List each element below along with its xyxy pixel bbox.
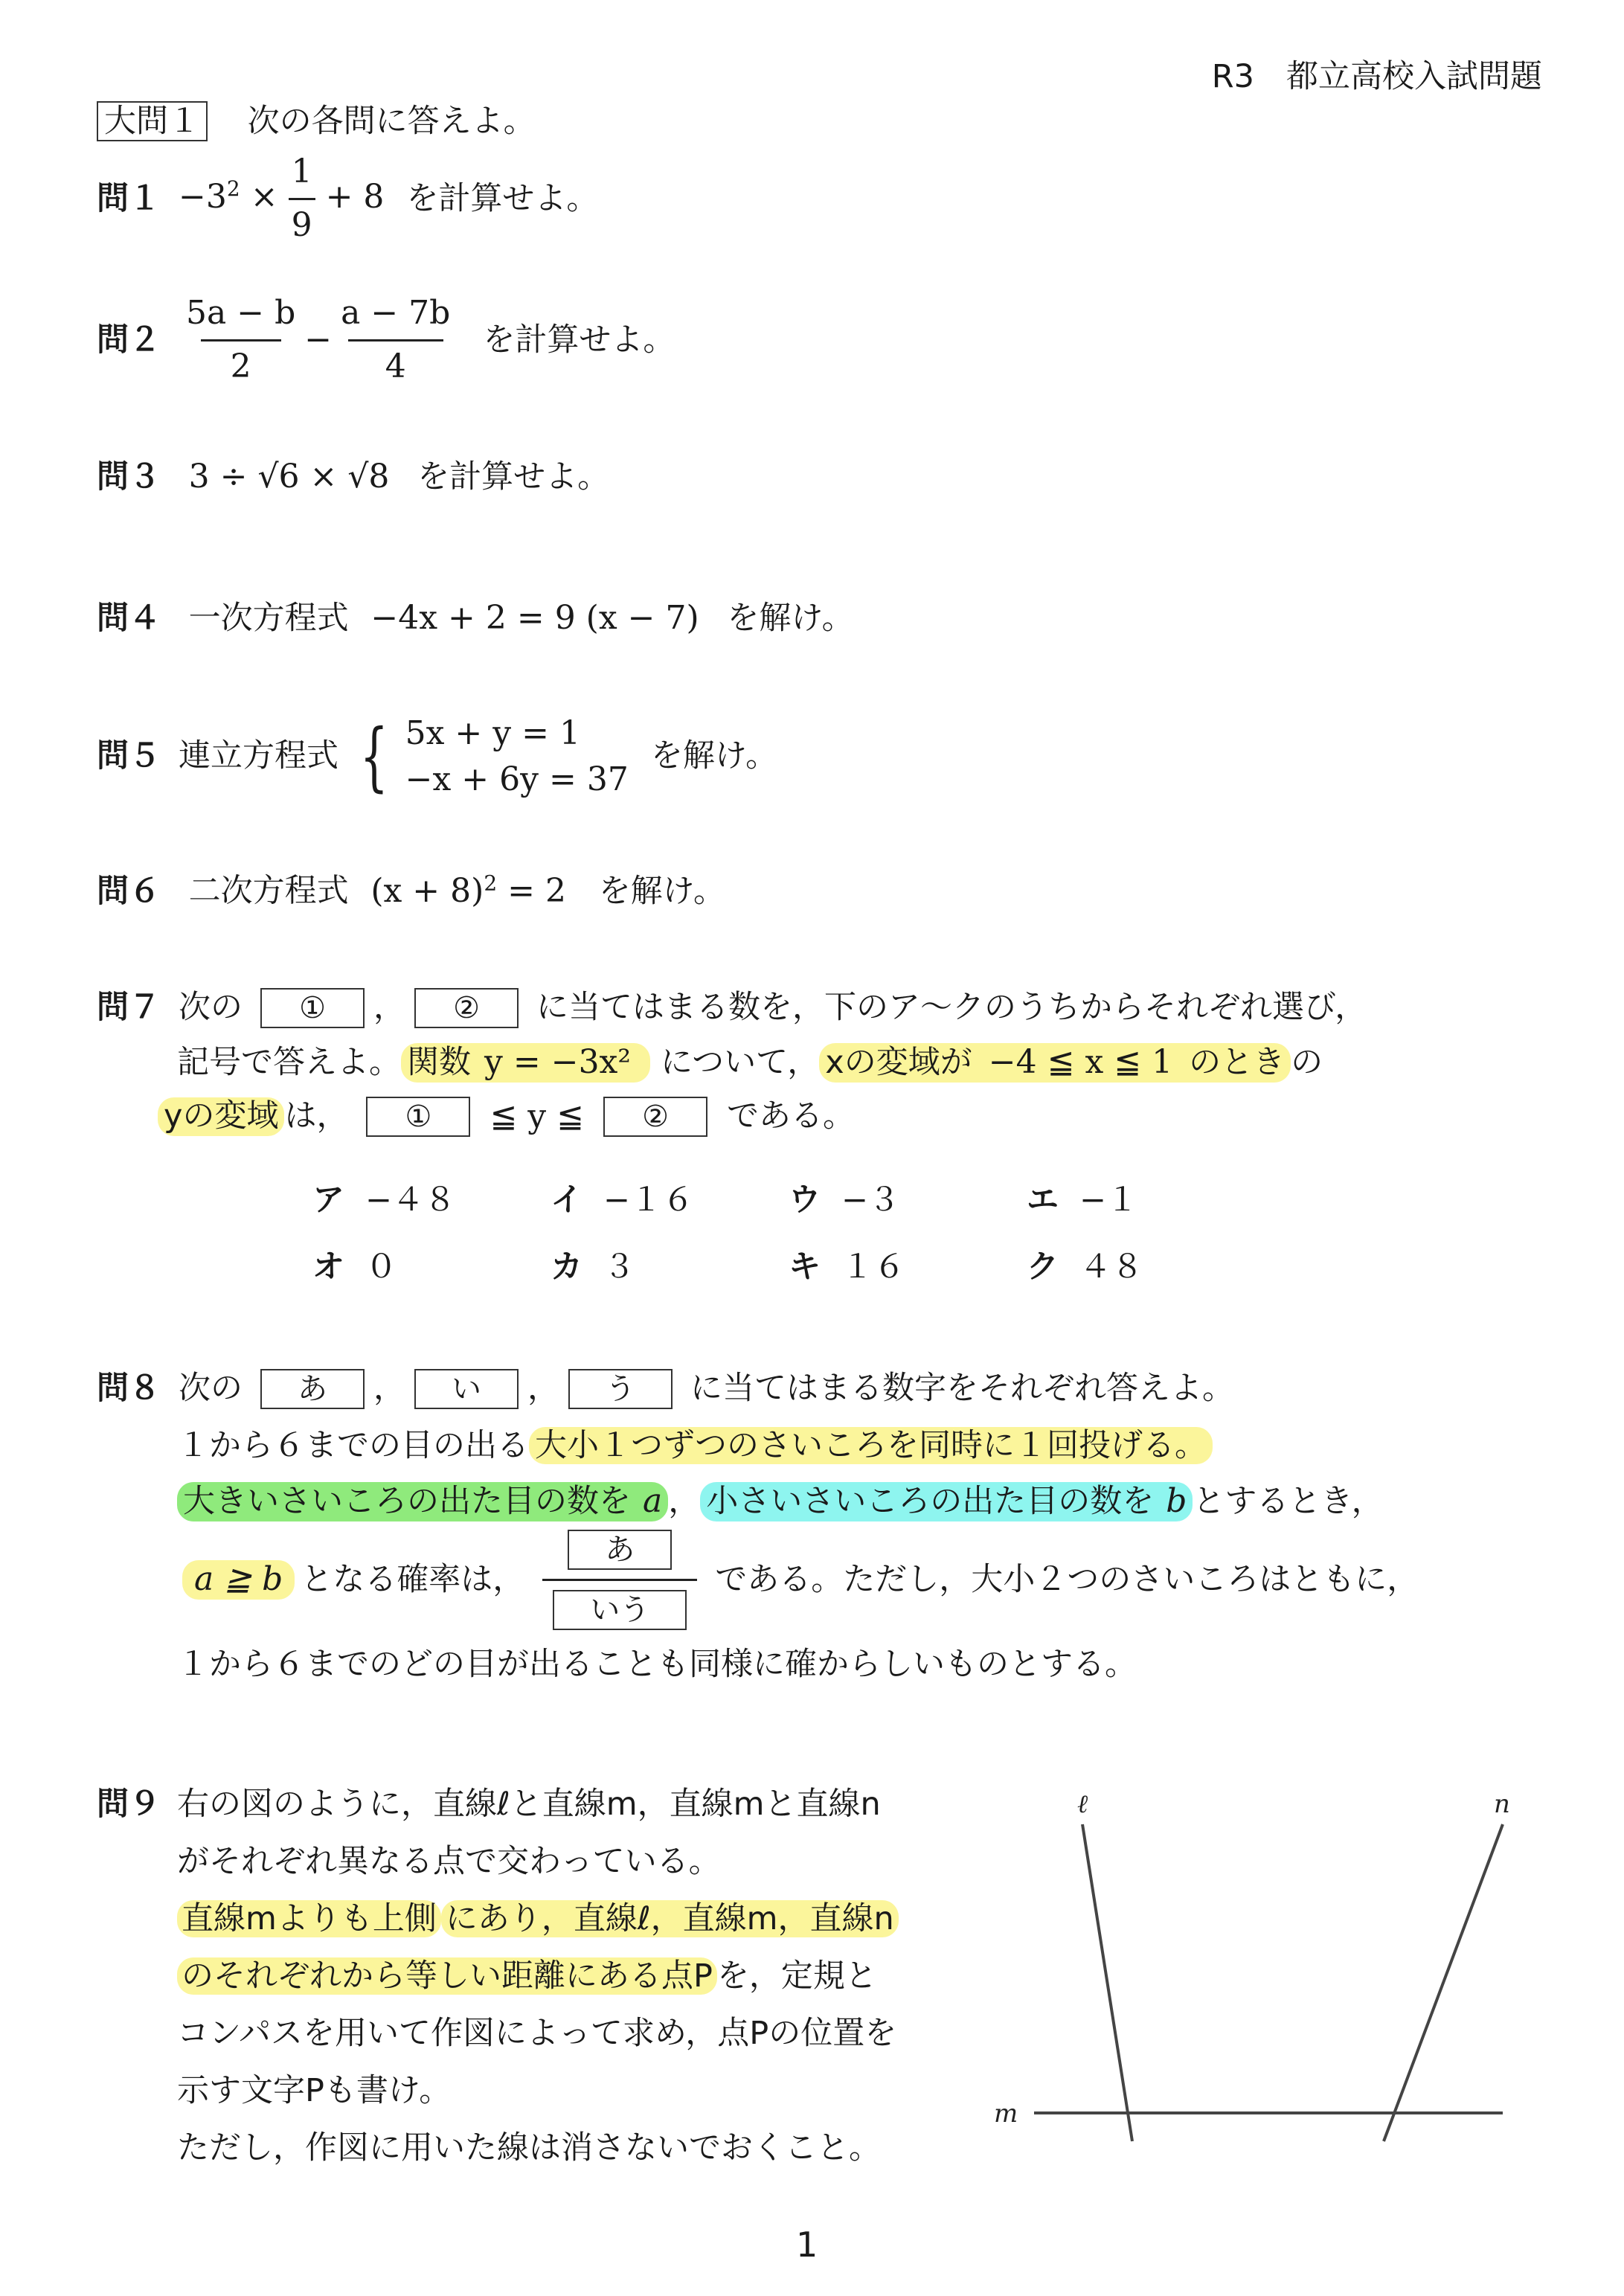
- q9-text: を，定規と: [716, 1957, 877, 1995]
- q5-system: [405, 711, 629, 803]
- q7-l1-a: 次の: [179, 989, 243, 1027]
- q2-fraction-1: [183, 294, 298, 387]
- choice-key: イ: [551, 1181, 582, 1219]
- q7-box-2: ②: [414, 988, 519, 1028]
- section-header: [97, 103, 536, 141]
- choice-key: カ: [551, 1248, 582, 1286]
- section-instruction: 次の各問に答えよ。: [247, 103, 536, 140]
- q7-line-2: [177, 1043, 1323, 1083]
- q7-box-1: ①: [260, 988, 365, 1028]
- q8-condition: a ≧ b: [182, 1560, 295, 1600]
- q8-l1-a: 次の: [179, 1370, 243, 1408]
- q7-l1-b: に当てはまる数を，下のア〜クのうちからそれぞれ選び，: [536, 989, 1367, 1027]
- q7-l3-b: である。: [727, 1097, 856, 1135]
- q9-highlight: のそれぞれから等しい距離にある点P: [177, 1957, 717, 1995]
- q8-comma-1: ，: [373, 1370, 405, 1408]
- q3-tail: を計算せよ。: [417, 458, 610, 496]
- choice-7: [1027, 1248, 1143, 1287]
- q7-l3-hl: yの変域: [158, 1097, 284, 1136]
- q8-l3-comma: ，: [668, 1482, 701, 1520]
- q9-highlight: 直線mよりも上側: [177, 1900, 441, 1937]
- q9-line: [177, 1843, 721, 1882]
- section-label: 大問１: [97, 101, 208, 141]
- q7-range: ≦ y ≦: [490, 1097, 585, 1135]
- q5-tail: を解け。: [650, 737, 778, 775]
- q7-l2-hl3: のとき: [1189, 1044, 1286, 1081]
- q6-expression: [370, 872, 566, 910]
- q8-frac-num: あ: [568, 1530, 672, 1570]
- choice-key: ク: [1027, 1248, 1059, 1286]
- q9-line: [177, 2015, 896, 2053]
- question-5: [97, 711, 777, 803]
- q7-box-2-repeat: ②: [603, 1097, 707, 1137]
- q9-text: 右の図のように，直線ℓと直線m，直線mと直線n: [177, 1786, 881, 1823]
- choice-value: ４８: [1079, 1248, 1143, 1286]
- q8-l4-a: となる確率は，: [301, 1560, 525, 1598]
- choice-value: −１: [1079, 1181, 1139, 1219]
- q8-l2-a: １から６までの目の出る: [177, 1427, 529, 1464]
- q6-expr-b: = 2: [507, 871, 567, 910]
- q7-l2-hl2: xの変域が: [825, 1044, 972, 1081]
- q8-probability-fraction: [542, 1530, 697, 1630]
- q7-domain: −4 ≦ x ≦ 1: [988, 1043, 1173, 1081]
- q2-expression: [183, 294, 453, 387]
- q8-l3-highlight-1: [177, 1482, 668, 1521]
- q8-line-5: １から６までのどの目が出ることも同様に確からしいものとする。: [177, 1646, 1137, 1683]
- q8-l3-highlight-2: [700, 1482, 1193, 1521]
- q9-line: [177, 1957, 877, 1996]
- q7-l2-highlight-2: [819, 1043, 1291, 1083]
- choice-1: [551, 1181, 694, 1220]
- q6-expr-a: (x + 8): [370, 871, 484, 910]
- q2-f1-den: 2: [201, 339, 281, 387]
- choice-key: エ: [1027, 1181, 1059, 1219]
- q8-l2-hl: 大小１つずつのさいころを同時に１回投げる。: [529, 1427, 1213, 1464]
- q8-var-a: a: [643, 1482, 663, 1520]
- q5-brace: {: [359, 713, 388, 800]
- q4-expression: −4x + 2 = 9 (x − 7): [370, 599, 699, 637]
- q6-tail: を解け。: [598, 872, 725, 910]
- q5-label: 問５: [97, 737, 161, 775]
- q4-label: 問４: [97, 600, 161, 637]
- q7-line-1: [97, 988, 1367, 1028]
- q7-l3-a: は，: [284, 1097, 349, 1135]
- choice-0: [312, 1181, 456, 1220]
- q1-fraction: [289, 153, 315, 246]
- q1-expr-c: + 8: [325, 177, 385, 216]
- q9-text: ただし，作図に用いた線は消さないでおくこと。: [177, 2129, 881, 2167]
- q8-label: 問８: [97, 1370, 161, 1408]
- q7-l2-b: について，: [661, 1043, 820, 1081]
- question-2: [97, 294, 675, 387]
- q9-line: [177, 2129, 881, 2168]
- q8-box-u: う: [568, 1369, 673, 1409]
- q8-var-b: b: [1166, 1482, 1187, 1520]
- q2-f2-den: 4: [348, 339, 443, 387]
- choice-value: −４８: [365, 1181, 457, 1219]
- page-number: 1: [796, 2225, 818, 2265]
- q6-lead: 二次方程式: [188, 872, 349, 910]
- q8-line-3: [177, 1482, 1384, 1521]
- q7-l2-hl1: 関数: [407, 1044, 471, 1081]
- choice-value: −１６: [603, 1181, 695, 1219]
- header-title: R3 都立高校入試問題: [1211, 58, 1542, 95]
- q4-lead: 一次方程式: [188, 600, 349, 637]
- q7-l2-highlight-1: [401, 1043, 650, 1083]
- q9-line: [177, 1786, 881, 1824]
- q9-line: [177, 1900, 899, 1939]
- q1-expression: [179, 153, 384, 246]
- choice-6: [789, 1248, 905, 1287]
- q5-eq2: −x + 6y = 37: [405, 760, 629, 798]
- q9-text: にあり，直線ℓ，直線m，直線n: [441, 1900, 899, 1937]
- q8-l3-b: とするとき，: [1193, 1482, 1384, 1520]
- q8-l4-b: である。ただし，大小２つのさいころはともに，: [715, 1560, 1419, 1598]
- question-3: [97, 458, 609, 497]
- q2-tail: を計算せよ。: [483, 321, 675, 359]
- q5-lead: 連立方程式: [179, 737, 338, 775]
- choice-4: [312, 1248, 397, 1287]
- q1-expr-b: ×: [250, 177, 278, 216]
- choice-2: [789, 1181, 900, 1220]
- q7-label: 問７: [97, 989, 161, 1027]
- q9-text: がそれぞれ異なる点で交わっている。: [177, 1843, 721, 1880]
- label-n: n: [1494, 1789, 1510, 1819]
- q8-line-4: [182, 1530, 1419, 1630]
- q9-text: 示す文字Pも書け。: [177, 2072, 452, 2109]
- q8-box-i: い: [414, 1369, 519, 1409]
- q9-line: [177, 2072, 451, 2111]
- q1-expr-a: −3: [179, 177, 227, 216]
- q1-tail: を計算せよ。: [406, 179, 599, 217]
- q7-line-3: [158, 1097, 855, 1137]
- q2-f1-num: 5a − b: [186, 294, 296, 332]
- question-1: [97, 153, 598, 246]
- q3-label: 問３: [97, 458, 161, 496]
- q1-label: 問１: [97, 179, 161, 217]
- q2-minus: −: [304, 320, 333, 359]
- q6-label: 問６: [97, 872, 161, 910]
- q4-tail: を解け。: [727, 600, 854, 637]
- q3-expression: 3 ÷ √6 × √8: [188, 458, 390, 496]
- q6-expr-sup: 2: [484, 870, 498, 895]
- q8-frac-den: いう: [553, 1590, 687, 1630]
- q8-line-2: [177, 1427, 1213, 1466]
- choice-value: １６: [841, 1248, 905, 1286]
- q8-box-a: あ: [260, 1369, 365, 1409]
- line-n: [1384, 1824, 1503, 2141]
- label-m: m: [994, 2099, 1018, 2129]
- q9-figure: [967, 1771, 1532, 2172]
- q8-l1-b: に当てはまる数字をそれぞれ答えよ。: [690, 1370, 1234, 1408]
- q9-label-text: 問９: [97, 1786, 161, 1823]
- line-l: [1082, 1824, 1132, 2141]
- choice-key: オ: [312, 1248, 344, 1286]
- q7-l2-a: 記号で答えよ。: [177, 1043, 401, 1081]
- choice-value: −３: [841, 1181, 901, 1219]
- label-l: ℓ: [1077, 1789, 1088, 1819]
- q2-fraction-2: [338, 294, 453, 387]
- choice-key: ア: [312, 1181, 344, 1219]
- q7-function: y = −3x²: [484, 1043, 632, 1081]
- q2-label: 問２: [97, 321, 161, 359]
- question-4: [97, 599, 854, 638]
- choice-value: ３: [603, 1248, 635, 1286]
- q2-f2-num: a − 7b: [341, 294, 451, 332]
- choice-key: キ: [789, 1248, 821, 1286]
- q1-expr-sup: 2: [226, 176, 240, 202]
- q8-l3-hl1: 大きいさいころの出た目の数を: [183, 1483, 631, 1520]
- q8-l3-hl2: 小さいさいころの出た目の数を: [706, 1483, 1155, 1520]
- q5-eq1: 5x + y = 1: [405, 714, 580, 752]
- choice-key: ウ: [789, 1181, 821, 1219]
- q9-label: [97, 1786, 161, 1824]
- q7-comma: ，: [373, 989, 405, 1027]
- choice-5: [551, 1248, 635, 1287]
- choice-value: ０: [365, 1248, 397, 1286]
- q8-comma-2: ，: [527, 1370, 559, 1408]
- q1-frac-num: 1: [291, 153, 312, 190]
- question-6: [97, 870, 725, 911]
- q1-frac-den: 9: [289, 198, 315, 246]
- choice-3: [1027, 1181, 1138, 1220]
- q7-box-1-repeat: ①: [366, 1097, 470, 1137]
- q9-text: コンパスを用いて作図によって求め，点Pの位置を: [177, 2015, 897, 2052]
- q8-line-1: [97, 1369, 1234, 1409]
- q7-l2-c: の: [1291, 1043, 1323, 1081]
